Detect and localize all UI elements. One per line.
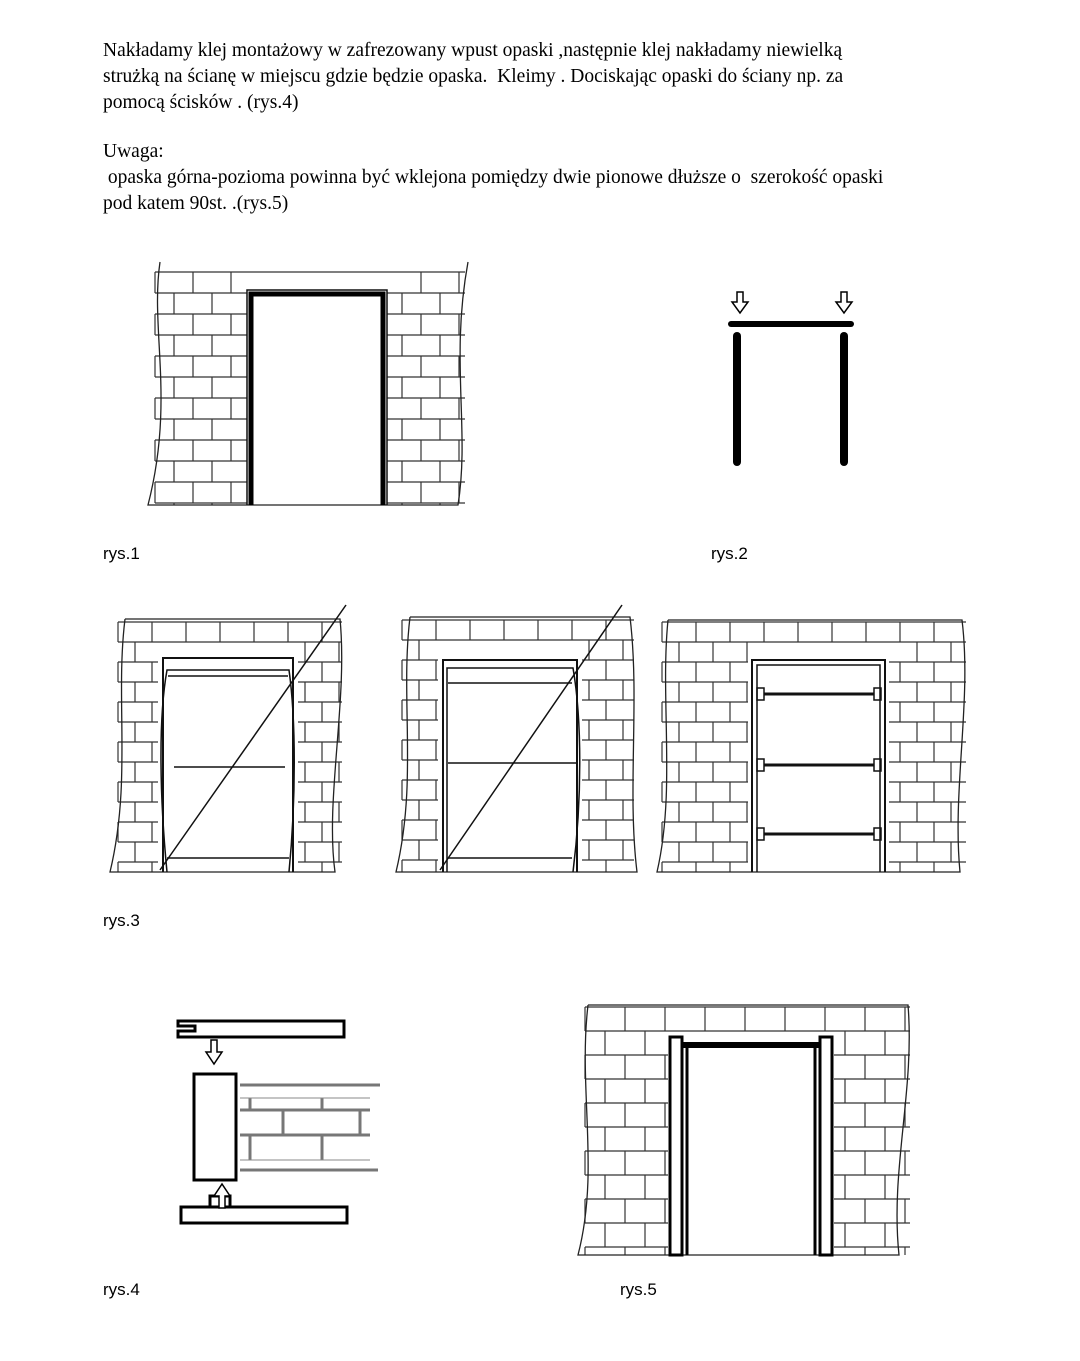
note-heading: Uwaga: <box>103 141 164 162</box>
trim-profile-bottom <box>181 1196 347 1223</box>
figure-rys3-b <box>396 605 637 873</box>
caption-rys1: rys.1 <box>103 544 140 563</box>
note-line-1: opaska górna-pozioma powinna być wklejona pomiędzy dwie pionowe dłuższe o szerokość opaski <box>103 167 884 188</box>
trim-profile-top <box>178 1021 344 1037</box>
figure-rys5 <box>578 1005 910 1256</box>
arrow-down-icon <box>732 292 748 313</box>
intro-line-2: strużką na ścianę w miejscu gdzie będzie opaska. Kleimy . Dociskając opaski do ściany np. za <box>103 66 844 87</box>
intro-line-1: Nakładamy klej montażowy w zafrezowany wpust opaski ,następnie klej nakładamy niewielką <box>103 40 843 61</box>
arrow-down-icon <box>206 1040 222 1064</box>
brick-wall <box>155 272 465 506</box>
figure-rys1 <box>148 262 468 506</box>
caption-rys2: rys.2 <box>711 544 748 563</box>
caption-rys4: rys.4 <box>103 1280 140 1299</box>
intro-line-3: pomocą ścisków . (rys.4) <box>103 92 299 113</box>
caption-rys3: rys.3 <box>103 911 140 930</box>
figure-rys4 <box>178 1021 380 1223</box>
arrow-down-icon <box>836 292 852 313</box>
figure-rys3-a <box>110 605 346 873</box>
note-line-2: pod katem 90st. .(rys.5) <box>103 193 289 214</box>
figure-rys2 <box>731 292 852 462</box>
door-frame-section <box>194 1074 236 1180</box>
figure-rys3-c <box>657 620 966 873</box>
caption-rys5: rys.5 <box>620 1280 657 1299</box>
